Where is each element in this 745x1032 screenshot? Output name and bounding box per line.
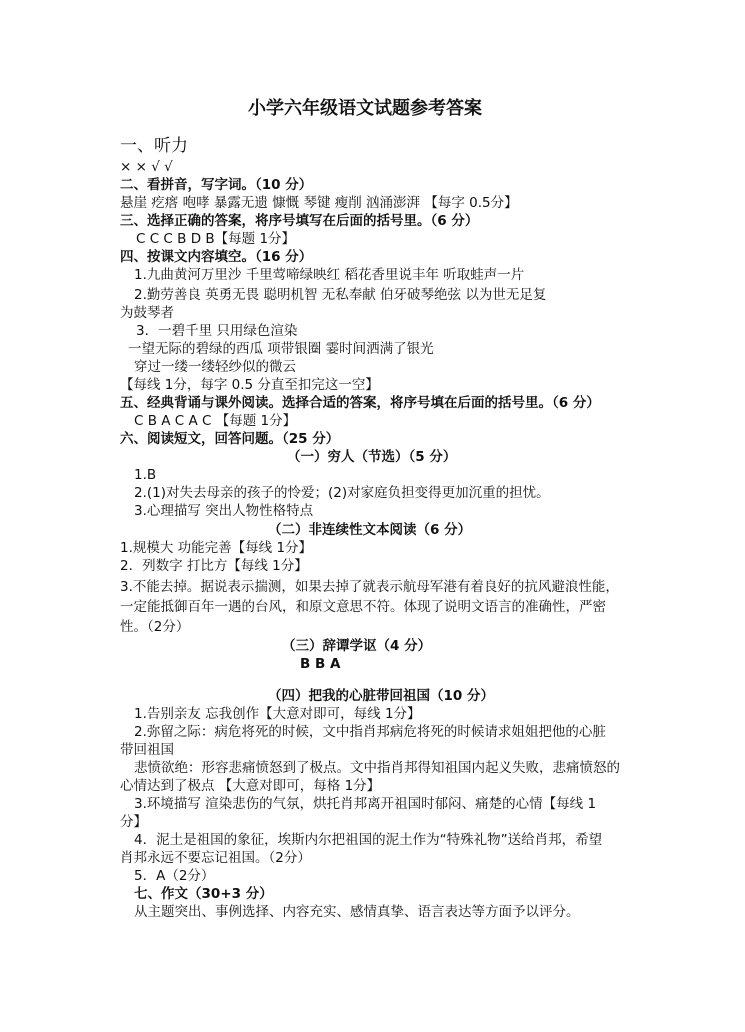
passage-4-line-2b: 带回祖国 [120, 742, 174, 758]
passage-2-line-4: 一定能抵御百年一遇的台风，和原文意思不符。体现了说明文语言的准确性，严密 [120, 599, 606, 615]
section-4-line-2b: 为鼓琴者 [120, 305, 174, 321]
section-1-heading: 一、听力 [120, 136, 188, 156]
section-4-heading: 四、按课文内容填空。（16 分） [120, 249, 313, 265]
passage-2-title: （二）非连续性文本阅读（6 分） [268, 522, 472, 538]
section-4-line-6: 【每线 1分，每字 0.5 分直至扣完这一空】 [120, 377, 379, 393]
section-4-line-5: 穿过一缕一缕轻纱似的微云 [134, 359, 296, 375]
section-2-heading: 二、看拼音，写字词。（10 分） [120, 177, 313, 193]
passage-2-line-1: 1.规模大 功能完善【每线 1分】 [120, 540, 313, 556]
section-5-heading: 五、经典背诵与课外阅读。选择合适的答案，将序号填在后面的括号里。（6 分） [120, 395, 600, 411]
section-7-line: 从主题突出、事例选择、内容充实、感情真挚、语言表达等方面予以评分。 [134, 904, 580, 920]
section-5-answers: C B A C A C 【每题 1分】 [134, 413, 297, 429]
passage-4-line-3: 悲愤欲绝：形容悲痛愤怒到了极点。文中指肖邦得知祖国内起义失败，悲痛愤怒的 [134, 760, 620, 776]
passage-1-line-1: 1.B [134, 467, 157, 483]
passage-4-line-1: 1.告别亲友 忘我创作【大意对即可，每线 1分】 [134, 706, 421, 722]
passage-4-title: （四）把我的心脏带回祖国（10 分） [268, 688, 494, 704]
passage-2-line-2: 2．列数字 打比方【每线 1分】 [120, 558, 308, 574]
passage-4-line-5: 4．泥土是祖国的象征，埃斯内尔把祖国的泥土作为“特殊礼物”送给肖邦，希望 [134, 832, 603, 848]
passage-1-title: （一）穷人（节选）（5 分） [287, 449, 457, 465]
passage-4-line-4: 3.环境描写 渲染悲伤的气氛，烘托肖邦离开祖国时郁闷、痛楚的心情【每线 1 [134, 796, 597, 812]
passage-3-answers: B B A [300, 656, 341, 672]
section-4-line-1: 1.九曲黄河万里沙 千里莺啼绿映红 稻花香里说丰年 听取蛙声一片 [134, 267, 525, 283]
passage-4-line-4b: 分】 [120, 814, 147, 830]
section-2-line: 悬崖 疙瘩 咆哮 暴露无遗 慷慨 琴键 瘦削 汹涌澎湃 【每字 0.5分】 [120, 195, 518, 211]
page-title: 小学六年级语文试题参考答案 [248, 98, 482, 119]
passage-2-line-3: 3.不能去掉。据说表示揣测，如果去掉了就表示航母军港有着良好的抗风避浪性能， [120, 579, 619, 595]
section-4-line-2: 2.勤劳善良 英勇无畏 聪明机智 无私奉献 伯牙破琴绝弦 以为世无足复 [134, 287, 547, 303]
section-4-line-3: 3．一碧千里 只用绿色渲染 [136, 323, 298, 339]
passage-1-line-2: 2.(1)对失去母亲的孩子的怜爱；(2)对家庭负担变得更加沉重的担忧。 [134, 485, 550, 501]
passage-4-line-2: 2.弥留之际：病危将死的时候，文中指肖邦病危将死的时候请求姐姐把他的心脏 [134, 724, 606, 740]
section-6-heading: 六、阅读短文，回答问题。（25 分） [120, 431, 340, 447]
section-1-marks: × × √ √ [120, 159, 173, 175]
passage-3-title: （三）辞谭学讴（4 分） [282, 638, 432, 654]
section-4-line-4: 一望无际的碧绿的西瓜 项带银圈 霎时间洒满了银光 [128, 341, 434, 357]
passage-4-line-5b: 肖邦永远不要忘记祖国。（2分） [120, 850, 311, 866]
section-7-heading: 七、作文（30+3 分） [134, 886, 273, 902]
passage-2-line-5: 性。（2分） [120, 619, 190, 635]
passage-1-line-3: 3.心理描写 突出人物性格特点 [134, 503, 314, 519]
section-3-heading: 三、选择正确的答案，将序号填写在后面的括号里。（6 分） [120, 213, 479, 229]
passage-4-line-6: 5．A（2分） [134, 868, 215, 884]
section-3-answers: C C C B D B【每题 1分】 [136, 231, 296, 247]
passage-4-line-3b: 心情达到了极点 【大意对即可，每格 1分】 [120, 778, 381, 794]
